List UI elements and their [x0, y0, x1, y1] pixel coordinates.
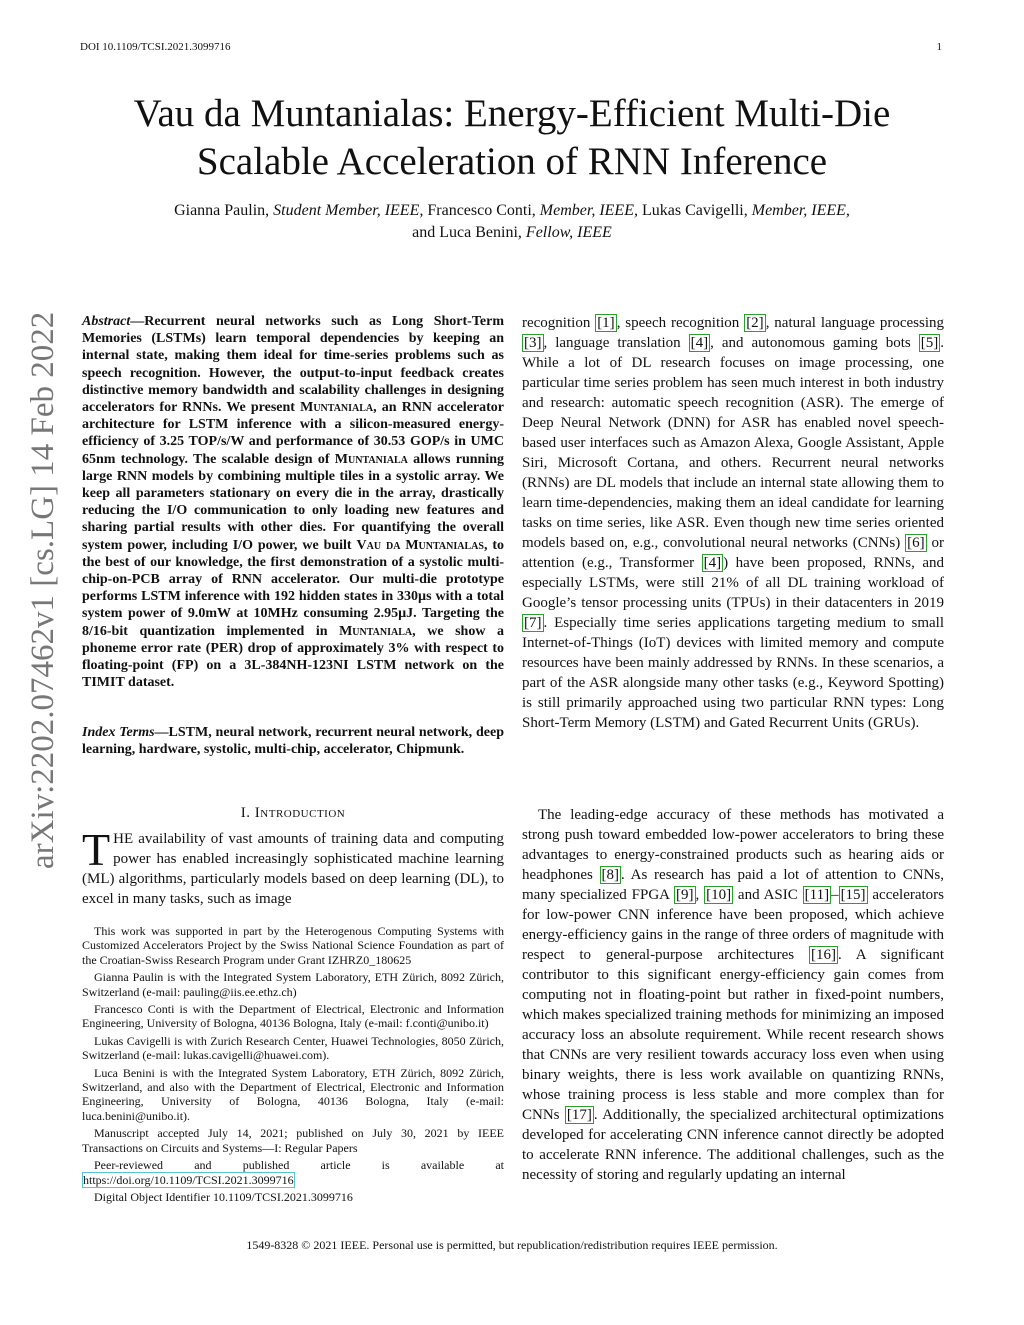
copyright-notice: 1549-8328 © 2021 IEEE. Personal use is permitted, but republication/redistribution requires IEEE permission. — [246, 1238, 778, 1252]
citation-link[interactable]: [5] — [920, 335, 939, 351]
citation-link[interactable]: [9] — [676, 887, 694, 903]
author-1-role: Student Member, IEEE, — [273, 202, 424, 219]
body-text: or attention (e.g., Transformer — [522, 535, 944, 571]
intro-text: HE availability of vast amounts of training data and computing power has enabled increasingly sophisticated machine learning (ML) algorithms, particularly models based on deep learning (DL), to excel in many tasks, such as image — [82, 831, 504, 907]
abstract-smallcaps-2: Muntaniala — [334, 451, 408, 467]
body-text: and ASIC — [733, 887, 803, 903]
arxiv-side-stamp: arXiv:2202.07462v1 [cs.LG] 14 Feb 2022 — [25, 311, 61, 869]
author-2-role: Member, IEEE, — [539, 202, 638, 219]
body-text: . As research has paid a lot of attention to CNNs, many specialized FPGA — [522, 867, 944, 903]
page-number: 1 — [936, 41, 942, 53]
author-3: Lukas Cavigelli, — [641, 202, 748, 219]
footnote-peer-review — [82, 1158, 504, 1187]
footnote-funding: This work was supported in part by the Heterogenous Computing Systems with Customized Accelerators Project by the Swiss National Science Foundation as part of the Croatian-Swiss Research Program under Grant IZHRZ0_180625 — [82, 924, 504, 967]
right-column-paragraph-1 — [522, 313, 944, 733]
footnote-author-2: Francesco Conti is with the Department of Electrical, Electronic and Information Engineering, University of Bologna, 40136 Bologna, Italy (e-mail: f.conti@unibo.it) — [82, 1002, 504, 1031]
intro-paragraph — [82, 824, 504, 909]
index-terms-label: Index Terms — [82, 725, 155, 740]
right-column-paragraph-2 — [522, 805, 944, 1185]
body-text: , — [695, 887, 705, 903]
citation-link[interactable]: [11] — [804, 887, 830, 903]
body-text: , language translation — [543, 335, 689, 351]
doi-link[interactable]: https://doi.org/10.1109/TCSI.2021.3099716 — [83, 1172, 294, 1187]
body-text: . Especially time series applications targeting medium to small Internet-of-Things (IoT) devices with limited memory and compute resources have been mainly addressed by RNNs. In these scenarios, a part of the ASR alongside many other tasks (e.g., Keyword Spotting) is still primarily approached using two particular RNN types: Long Short-Term Memory (LSTM) and Gated Recurrent Units (GRUs). — [522, 615, 944, 731]
doi-header: DOI 10.1109/TCSI.2021.3099716 — [80, 41, 231, 53]
citation-link[interactable]: [8] — [601, 867, 620, 883]
citation-link[interactable]: [10] — [706, 887, 732, 903]
abstract-text-5: , we show a phoneme error rate (PER) drop of approximately 3% with respect to floating-point (FP) on a 3L-384NH-123NI LSTM network on the TIMIT dataset. — [82, 623, 505, 691]
footnote-author-4: Luca Benini is with the Integrated System Laboratory, ETH Zürich, 8092 Zürich, Switzerland, and also with the Department of Electrical, Electronic and Information Engineering, University of Bologna, 40136 Bologna, Italy (e-mail: luca.benini@unibo.it). — [82, 1065, 504, 1123]
citation-link[interactable]: [3] — [524, 335, 542, 351]
abstract: Abstract—Recurrent neural networks such as Long Short-Term Memories (LSTMs) learn temporal dependencies by keeping an internal state, making them ideal for time-series problems such as speech recognition. However, the output-to-input feedback creates distinctive memory bandwidth and scalability challenges in designing accelerators for RNNs. We present Muntaniala, an RNN accelerator architecture for LSTM inference with a silicon-measured energy-efficiency of 3.25 TOP/s/W and performance of 30.53 GOP/s in UMC 65nm technology. The scalable design of Muntaniala allows running large RNN models by combining multiple tiles in a systolic array. We keep all parameters stationary on every die in the array, drastically reducing the I/O communication to only loading new features and sharing partial results with other dies. For quantifying the overall system power, including I/O power, we built Vau da Muntanialas, to the best of our knowledge, the first demonstration of a systolic multi-chip-on-PCB array of RNN accelerator. Our multi-die prototype performs LSTM inference with 192 hidden states in 330µs with a total system power of 9.0mW at 10MHz consuming 2.95µJ. Targeting the 8/16-bit quantization implemented in Muntaniala, we show a phoneme error rate (PER) drop of approximately 3% with respect to floating-point (FP) on a 3L-384NH-123NI LSTM network on the TIMIT dataset. — [82, 314, 505, 691]
footnote-doi: Digital Object Identifier 10.1109/TCSI.2021.3099716 — [94, 1189, 353, 1204]
section-number: I. — [240, 805, 251, 821]
footnote-manuscript: Manuscript accepted July 14, 2021; published on July 30, 2021 by IEEE Transactions on Circuits and Systems—I: Regular Papers — [82, 1126, 504, 1155]
citation-link[interactable]: [7] — [524, 615, 542, 631]
citation-link[interactable]: [4] — [703, 555, 722, 571]
abstract-smallcaps-4: Muntaniala — [339, 623, 413, 639]
footnotes — [82, 924, 504, 1207]
author-2: Francesco Conti, — [427, 202, 536, 219]
author-4: and Luca Benini, — [412, 224, 522, 241]
citation-link[interactable]: [15] — [840, 887, 866, 903]
index-terms: Index Terms—LSTM, neural network, recurrent neural network, deep learning, hardware, systolic, multi-chip, accelerator, Chipmunk. — [82, 725, 505, 758]
citation-link[interactable]: [2] — [746, 315, 764, 331]
drop-cap: T — [82, 824, 111, 875]
body-text: , speech recognition — [616, 315, 745, 331]
citation-link[interactable]: [17] — [566, 1107, 592, 1123]
body-text: The leading-edge accuracy of these methods has motivated a strong push toward embedded low-power accelerators to bring these advantages to energy-constrained products such as hearing aids or headphones — [522, 807, 944, 883]
author-3-role: Member, IEEE, — [751, 202, 850, 219]
body-text: recognition — [522, 315, 596, 331]
citation-link[interactable]: [6] — [907, 535, 925, 551]
body-text: . While a lot of DL research focuses on image processing, one particular time series problem has seen much interest in both industry and research: automatic speech recognition (ASR). The emerge of Deep Neural Network (DNN) for ASR has enabled novel speech-based user interfaces such as Amazon Alexa, Google Assistant, Apple Siri, Microsoft Cortana, and others. Recurrent neural networks (RNNs) are DL models that include an internal state allowing them to learn time-dependencies, making them an ideal candidate for learning tasks on time series, like ASR. Even though new time series oriented models based on, e.g., convolutional neural networks (CNNs) — [522, 335, 944, 551]
abstract-text-4: , to the best of our knowledge, the first demonstration of a systolic multi-chip-on-PCB array of RNN accelerator. Our multi-die prototype performs LSTM inference with 192 hidden states in 330µs with a total system power of 9.0mW at 10MHz consuming 2.95µJ. Targeting the 8/16-bit quantization implemented in — [82, 537, 505, 639]
section-heading-introduction — [82, 805, 504, 822]
citation-link[interactable]: [4] — [690, 335, 709, 351]
body-text: ) have been proposed, RNNs, and especially LSTMs, were still 21% of all DL training workload of Google’s tensor processing units (TPUs) in their datacenters in 2019 — [522, 555, 945, 611]
citation-link[interactable]: [1] — [597, 315, 615, 331]
peer-review-text: Peer-reviewed and published article is available at — [94, 1158, 504, 1173]
paper-title — [80, 90, 944, 186]
index-terms-text: LSTM, neural network, recurrent neural network, deep learning, hardware, systolic, multi-chip, accelerator, Chipmunk. — [82, 725, 505, 758]
body-text: accelerators for low-power CNN inference have been proposed, which achieve energy-efficiency gains in the range of three orders of magnitude with respect to general-purpose architectures — [522, 887, 945, 963]
footnote-author-1: Gianna Paulin is with the Integrated System Laboratory, ETH Zürich, 8092 Zürich, Switzerland (e-mail: pauling@iis.ee.ethz.ch) — [82, 970, 504, 999]
body-text: – — [831, 887, 839, 903]
title-line-1: Vau da Muntanialas: Energy-Efficient Multi-Die — [133, 92, 891, 135]
author-4-role: Fellow, IEEE — [525, 224, 612, 241]
abstract-text-3: allows running large RNN models by combining multiple tiles in a systolic array. We keep all parameters stationary on every die in the array, drastically reducing the I/O communication to only loading new features and sharing partial results with other dies. For quantifying the overall system power, including I/O power, we built — [82, 451, 505, 553]
abstract-smallcaps-3: Vau da Muntanialas — [356, 537, 484, 553]
citation-link[interactable]: [16] — [810, 947, 836, 963]
author-list — [80, 200, 944, 244]
title-line-2: Scalable Acceleration of RNN Inference — [196, 140, 828, 183]
abstract-text-2: , an RNN accelerator architecture for LSTM inference with a silicon-measured energy-efficiency of 3.25 TOP/s/W and performance of 30.53 GOP/s in UMC 65nm technology. The scalable design of — [82, 400, 505, 467]
body-text: , natural language processing — [765, 315, 944, 331]
abstract-text-1: Recurrent neural networks such as Long Short-Term Memories (LSTMs) learn temporal dependencies by keeping an internal state, making them ideal for time-series problems such as speech recognition. However, the output-to-input feedback creates distinctive memory bandwidth and scalability challenges in designing accelerators for RNNs. We present — [82, 314, 504, 416]
abstract-smallcaps-1: Muntaniala — [300, 400, 374, 416]
section-name: Introduction — [254, 805, 346, 821]
abstract-label: Abstract — [82, 314, 131, 329]
body-text: , and autonomous gaming bots — [710, 335, 919, 351]
author-1: Gianna Paulin, — [174, 202, 270, 219]
body-text: . Additionally, the specialized architectural optimizations developed for accelerating CNN inference cannot directly be adopted to accelerate RNN inference. The additional challenges, such as the necessity of storing and regularly updating an internal — [522, 1107, 944, 1183]
body-text: . A significant contributor to this significant energy-efficiency gain comes from computing not in floating-point but rather in fixed-point numbers, which makes specialized training methods for minimizing an imposed accuracy loss an absolute requirement. While recent research shows that CNNs are very resilient towards accuracy loss even when using binary weights, there is less work available on quantizing RNNs, whose training process is less stable and more complex than for CNNs — [522, 947, 945, 1123]
footnote-author-3: Lukas Cavigelli is with Zurich Research Center, Huawei Technologies, 8050 Zürich, Switzerland (e-mail: lukas.cavigelli@huawei.com). — [82, 1033, 504, 1063]
